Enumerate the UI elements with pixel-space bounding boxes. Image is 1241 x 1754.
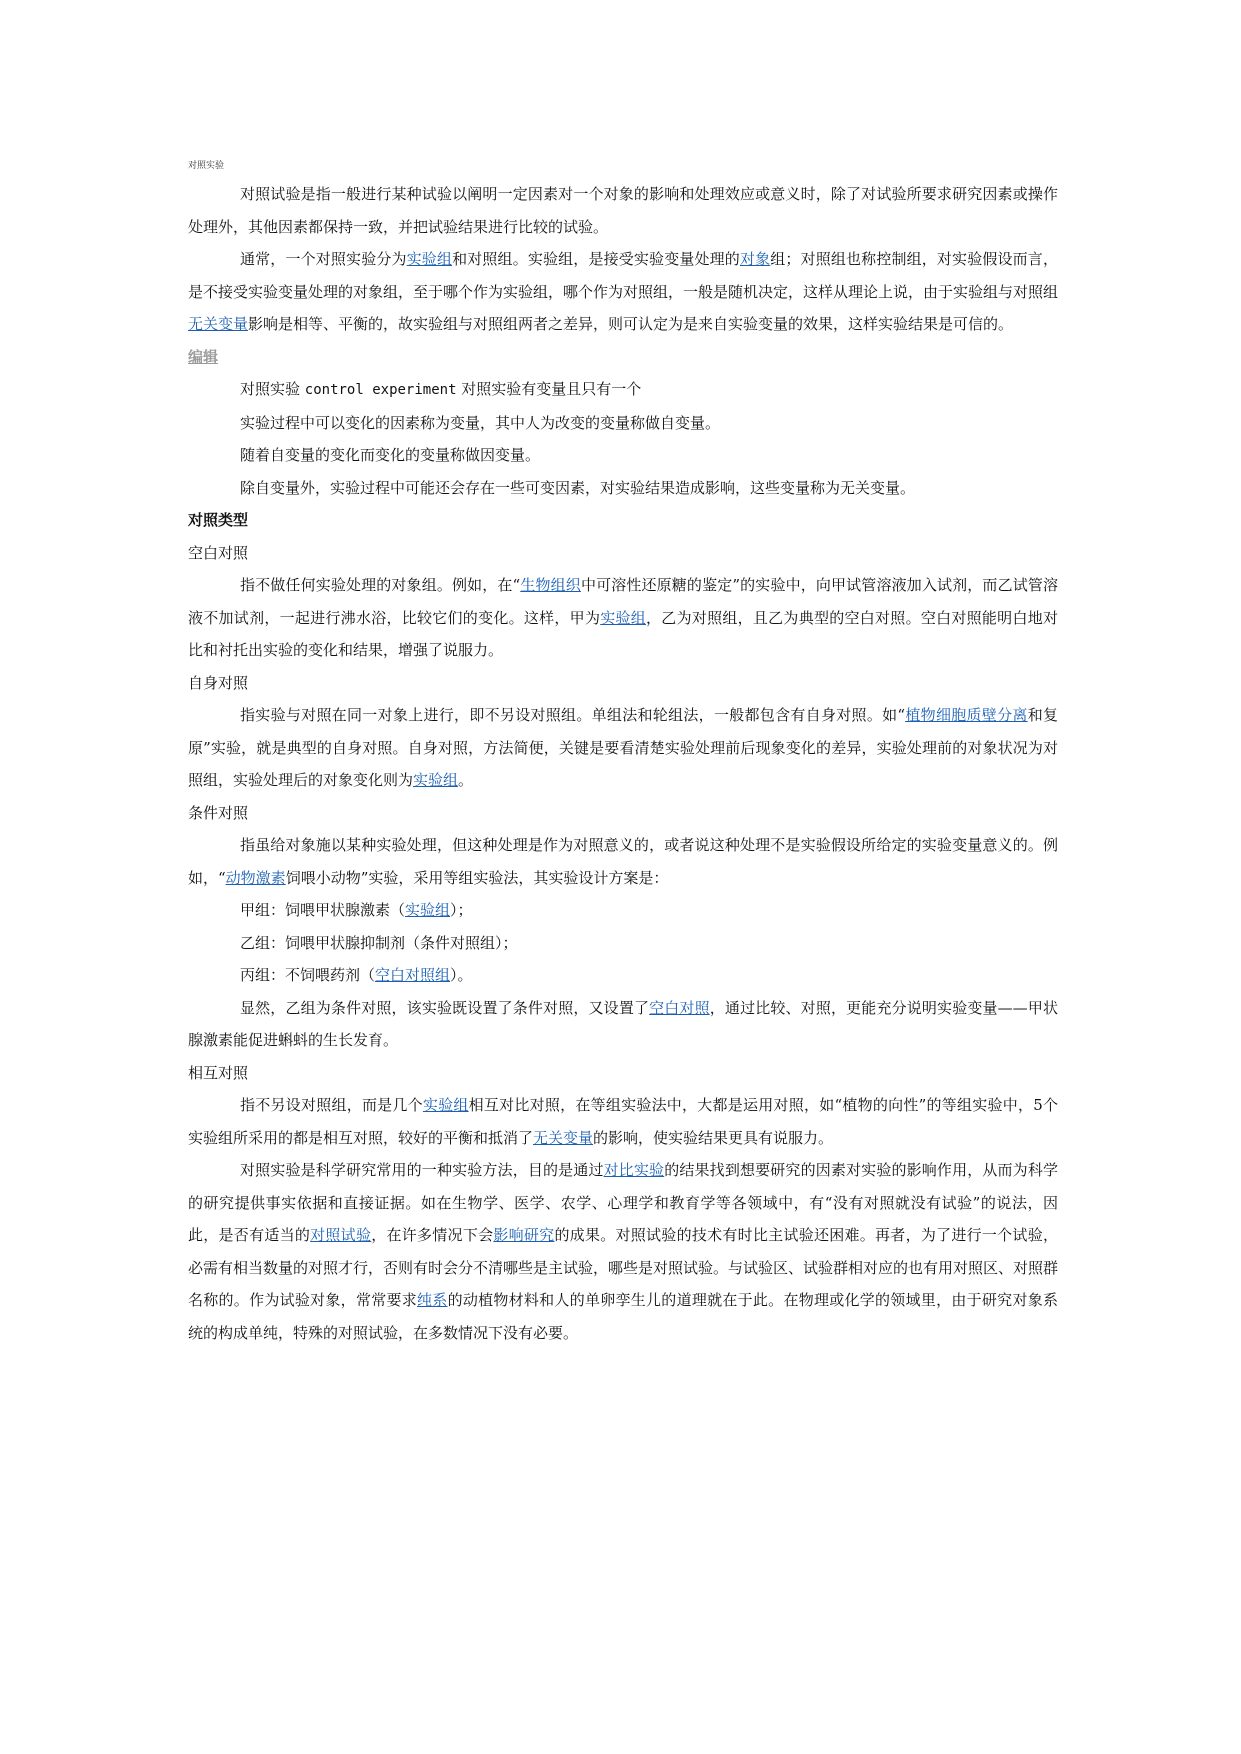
- subheading-mutual-control: 相互对照: [188, 1063, 249, 1082]
- group-jia-line: 甲组：饲喂甲状腺激素（实验组）；: [240, 901, 473, 919]
- definition-line-4: 除自变量外，实验过程中可能还会存在一些可变因素，对实验结果造成影响，这些变量称为无关变量。: [240, 478, 916, 497]
- link-object[interactable]: 对象: [739, 250, 771, 268]
- link-control-trial[interactable]: 对照试验: [310, 1226, 372, 1244]
- link-irrelevant-variable[interactable]: 无关变量: [188, 315, 249, 333]
- link-animal-hormone[interactable]: 动物激素: [225, 868, 286, 887]
- link-biological-tissue[interactable]: 生物组织: [520, 576, 581, 594]
- subheading-blank-control: 空白对照: [188, 543, 249, 562]
- subheading-self-control: 自身对照: [188, 673, 249, 692]
- group-yi-line: 乙组：饲喂甲状腺抑制剂（条件对照组）；: [240, 933, 518, 952]
- link-irrelevant-variable[interactable]: 无关变量: [533, 1128, 594, 1147]
- groups-paragraph: 通常，一个对照实验分为实验组和对照组。实验组，是接受实验变量处理的对象组；对照组也称控制组，对实验假设而言，是不接受实验变量处理的对象组，至于哪个作为实验组，哪个作为对照组，一般是随机决定，这样从理论上说，由于实验组与对照组无关变量影响是相等、平衡的，故实验组与对照组两者之差异，则可认定为是来自实验变量的效果，这样实验结果是可信的。: [188, 250, 1059, 333]
- definition-line-2: 实验过程中可以变化的因素称为变量，其中人为改变的变量称做自变量。: [240, 413, 721, 432]
- summary-paragraph: 对照实验是科学研究常用的一种实验方法，目的是通过对比实验的结果找到想要研究的因素对实验的影响作用，从而为科学的研究提供事实依据和直接证据。如在生物学、医学、农学、心理学和教育学等各领域中，有“没有对照就没有试验”的说法，因此，是否有适当的对照试验，在许多情况下会影响研究的成果。对照试验的技术有时比主试验还困难。再者，为了进行一个试验，必需有相当数量的对照才行，否则有时会分不清哪些是主试验，哪些是对照试验。与试验区、试验群相对应的也有用对照区、对照群名称的。作为试验对象，常常要求纯系的动植物材料和人的单卵孪生儿的道理就在于此。在物理或化学的领域里，由于研究对象系统的构成单纯，特殊的对照试验，在多数情况下没有必要。: [188, 1161, 1059, 1342]
- definition-line-1: 对照实验 control experiment 对照实验有变量且只有一个: [240, 380, 642, 398]
- edit-link[interactable]: 编辑: [188, 347, 219, 366]
- page-header-label: 对照实验: [188, 161, 225, 171]
- link-plasmolysis[interactable]: 植物细胞质壁分离: [905, 706, 1028, 724]
- link-experimental-group[interactable]: 实验组: [405, 901, 451, 919]
- mutual-control-paragraph: 指不另设对照组，而是几个实验组相互对比对照，在等组实验法中，大都是运用对照，如“植物的向性”的等组实验中，5个实验组所采用的都是相互对照，较好的平衡和抵消了无关变量的影响，使实验结果更具有说服力。: [188, 1096, 1058, 1147]
- link-experimental-group[interactable]: 实验组: [413, 771, 459, 789]
- link-blank-control-group[interactable]: 空白对照组: [375, 966, 451, 984]
- link-blank-control[interactable]: 空白对照: [649, 998, 710, 1017]
- subheading-conditional-control: 条件对照: [188, 803, 249, 822]
- definition-line-3: 随着自变量的变化而变化的变量称做因变量。: [240, 446, 541, 464]
- blank-control-paragraph: 指不做任何实验处理的对象组。例如，在“生物组织中可溶性还原糖的鉴定”的实验中，向甲试管溶液加入试剂，而乙试管溶液不加试剂，一起进行沸水浴，比较它们的变化。这样，甲为实验组，乙为对照组，且乙为典型的空白对照。空白对照能明白地对比和衬托出实验的变化和结果，增强了说服力。: [188, 576, 1058, 659]
- link-experimental-group[interactable]: 实验组: [600, 608, 647, 627]
- group-bing-line: 丙组：不饲喂药剂（空白对照组）。: [240, 966, 473, 984]
- link-influence-research[interactable]: 影响研究: [493, 1226, 555, 1244]
- conditional-control-paragraph: 指虽给对象施以某种实验处理，但这种处理是作为对照意义的，或者说这种处理不是实验假设所给定的实验变量意义的。例如，“动物激素饲喂小动物”实验，采用等组实验法，其实验设计方案是：: [188, 836, 1058, 887]
- link-comparison-experiment[interactable]: 对比实验: [603, 1161, 665, 1179]
- link-experimental-group[interactable]: 实验组: [422, 1096, 469, 1114]
- self-control-paragraph: 指实验与对照在同一对象上进行，即不另设对照组。单组法和轮组法，一般都包含有自身对照。如“植物细胞质壁分离和复原”实验，就是典型的自身对照。自身对照，方法简便，关键是要看清楚实验处理前后现象变化的差异，实验处理前的对象状况为对照组，实验处理后的对象变化则为实验组。: [188, 706, 1058, 789]
- intro-paragraph: 对照试验是指一般进行某种试验以阐明一定因素对一个对象的影响和处理效应或意义时，除了对试验所要求研究因素或操作处理外，其他因素都保持一致，并把试验结果进行比较的试验。: [188, 185, 1058, 236]
- section-heading-types: 对照类型: [188, 511, 249, 529]
- document-page: [188, 160, 1058, 1349]
- conditional-conclusion-paragraph: 显然，乙组为条件对照，该实验既设置了条件对照，又设置了空白对照，通过比较、对照，更能充分说明实验变量——甲状腺激素能促进蝌蚪的生长发育。: [188, 998, 1058, 1049]
- link-experimental-group[interactable]: 实验组: [406, 250, 453, 268]
- link-pure-line[interactable]: 纯系: [417, 1291, 448, 1309]
